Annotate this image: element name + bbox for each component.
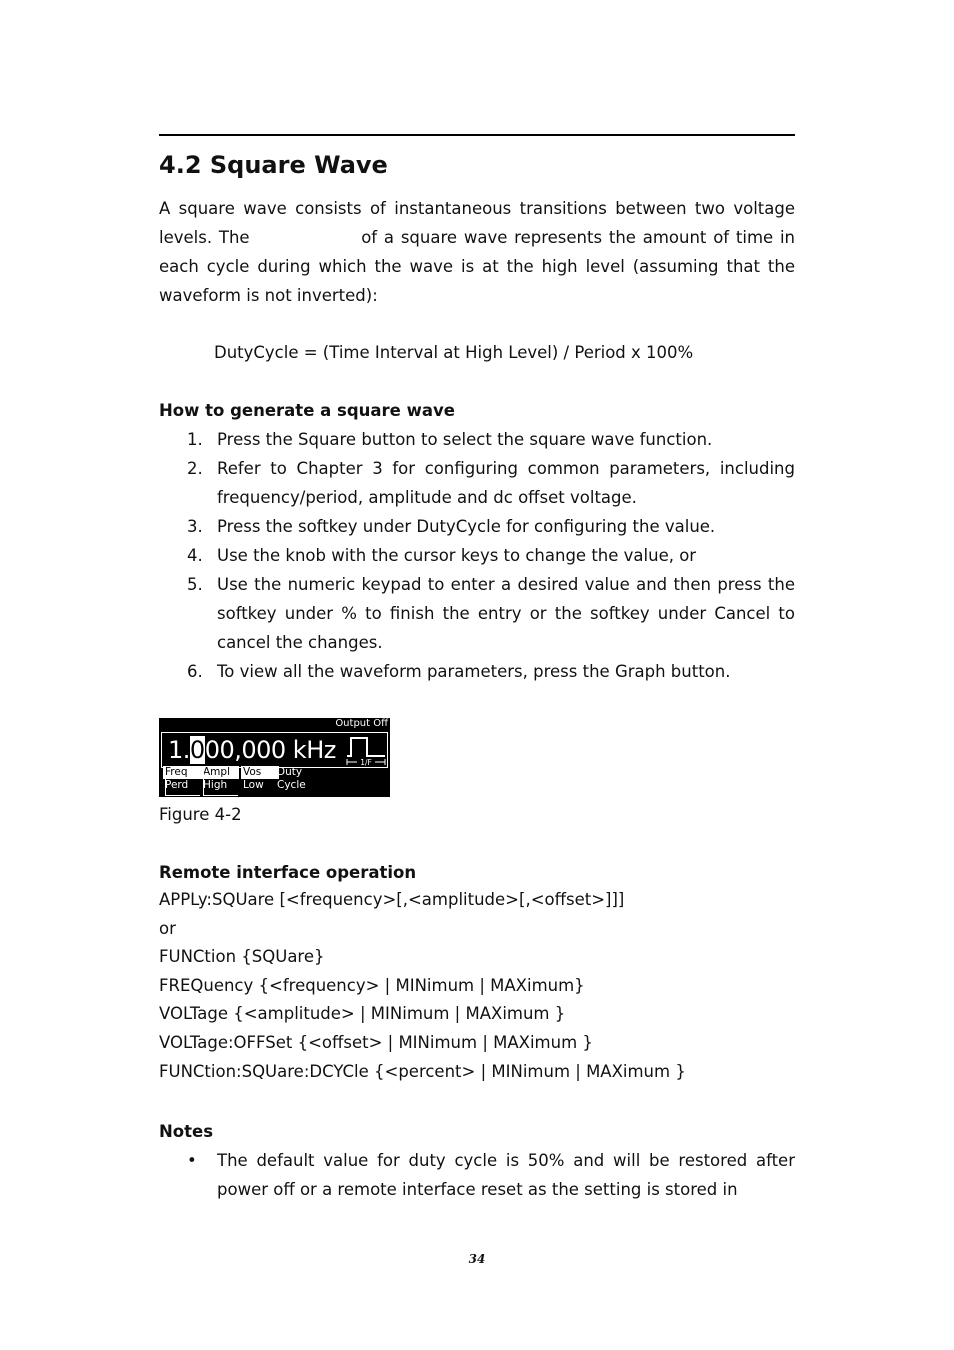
softkey-top-label: Vos	[241, 766, 279, 779]
list-item	[159, 512, 795, 541]
softkey-bottom-label: Cycle	[277, 779, 306, 791]
section-title: 4.2 Square Wave	[159, 151, 388, 179]
step-number: 3.	[187, 517, 203, 536]
step-number: 6.	[187, 662, 203, 681]
softkey-top-label: Freq	[163, 766, 201, 779]
command-line: FUNCtion {SQUare}	[159, 947, 325, 967]
notes-heading: Notes	[159, 1122, 214, 1141]
output-status: Output Off	[335, 718, 388, 729]
step-text: Refer to Chapter 3 for configuring common parameters, including frequency/period, amplitude and dc offset voltage.	[217, 459, 795, 507]
remote-command-list	[159, 886, 686, 1086]
softkey-bracket	[165, 768, 200, 796]
step-number: 1.	[187, 430, 203, 449]
softkey-row	[159, 766, 390, 797]
note-text: The default value for duty cycle is 50% and will be restored after power off or a remote interface reset as the setting is stored in	[217, 1151, 795, 1199]
edit-cursor: 0	[189, 736, 205, 764]
softkey-bottom-label: Perd	[165, 779, 189, 791]
step-number: 2.	[187, 459, 203, 478]
step-text: Press the softkey under DutyCycle for configuring the value.	[217, 517, 716, 536]
command-line: APPLy:SQUare [<frequency>[,<amplitude>[,<offset>]]]	[159, 890, 625, 909]
step-text: To view all the waveform parameters, press the Graph button.	[217, 662, 731, 681]
list-item	[159, 425, 795, 454]
notes-list	[159, 1146, 795, 1204]
softkey-freq-perd[interactable]	[163, 766, 201, 796]
header-rule	[159, 134, 795, 136]
command-line: FUNCtion:SQUare:DCYCle {<percent> | MINimum | MAXimum }	[159, 1061, 686, 1081]
list-item	[159, 541, 795, 570]
freq-prefix: 1.	[168, 736, 190, 764]
remote-heading: Remote interface operation	[159, 863, 417, 882]
softkey-vos-low[interactable]	[241, 766, 279, 796]
frequency-readout	[168, 732, 336, 768]
list-item	[159, 1146, 795, 1204]
step-text: Press the Square button to select the square wave function.	[217, 430, 713, 449]
howto-heading: How to generate a square wave	[159, 401, 455, 420]
intro-paragraph	[159, 194, 795, 310]
list-item	[159, 570, 795, 657]
softkey-bottom-label: High	[203, 779, 228, 791]
softkey-top-label: Ampl	[201, 766, 239, 779]
list-item	[159, 657, 795, 686]
page-number: 34	[468, 1252, 486, 1266]
command-line: or	[159, 918, 176, 938]
command-line: VOLTage {<amplitude> | MINimum | MAXimum }	[159, 1004, 566, 1024]
step-text: Use the numeric keypad to enter a desired value and then press the softkey under % to finish the entry or the softkey under Cancel to cancel the changes.	[217, 575, 795, 652]
bullet-glyph: •	[187, 1151, 197, 1170]
command-line: VOLTage:OFFSet {<offset> | MINimum | MAXimum }	[159, 1032, 593, 1052]
list-item	[159, 454, 795, 512]
steps-list	[159, 425, 795, 686]
period-label: 1/F	[360, 758, 372, 767]
command-line: FREQuency {<frequency> | MINimum | MAXimum}	[159, 975, 585, 995]
softkey-bracket	[203, 768, 238, 796]
step-number: 5.	[187, 575, 203, 594]
intro-text-2: of a square wave represents the amount of time in each cycle during which the wave is at the high level (assuming that the waveform is not inverted):	[159, 228, 796, 305]
softkey-top-label: Duty	[277, 766, 303, 778]
step-text: Use the knob with the cursor keys to change the value, or	[217, 546, 697, 565]
step-number: 4.	[187, 546, 203, 565]
intro-text-1: A square wave consists of instantaneous transitions between two voltage levels. The	[159, 199, 795, 247]
square-wave-icon	[345, 734, 387, 768]
softkey-bottom-label: Low	[243, 779, 264, 791]
softkey-duty-cycle[interactable]	[275, 766, 313, 796]
figure-caption: Figure 4-2	[159, 805, 242, 824]
duty-cycle-formula: DutyCycle = (Time Interval at High Level) / Period x 100%	[214, 343, 694, 362]
freq-suffix: 00,000 kHz	[204, 736, 336, 764]
softkey-ampl-high[interactable]	[201, 766, 239, 796]
instrument-display	[159, 718, 390, 797]
